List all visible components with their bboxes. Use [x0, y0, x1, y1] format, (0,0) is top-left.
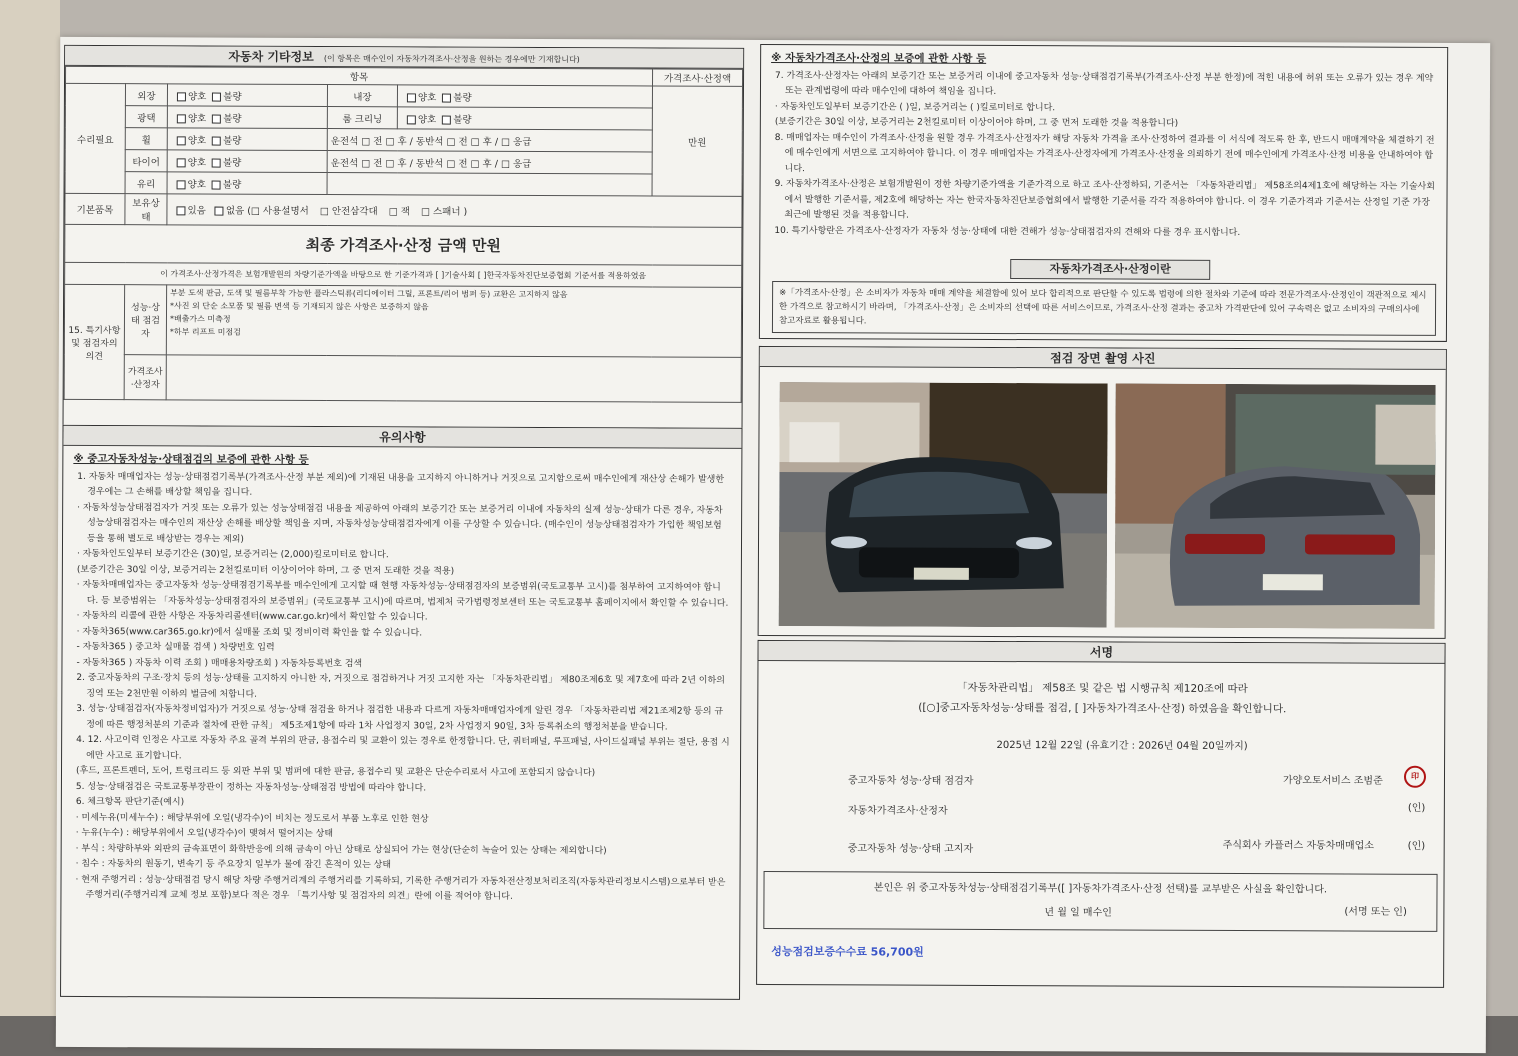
- inspector-seal: 印: [1404, 766, 1426, 788]
- basic-items-label: 기본품목: [65, 193, 125, 224]
- inspector-name: 가양오토서비스 조범준: [1282, 775, 1383, 787]
- price-warranty-heading: ※ 자동차가격조사·산정의 보증에 관한 사항 등: [771, 51, 987, 65]
- row-exterior-label: 외장: [125, 84, 167, 106]
- inspection-photo-front: [779, 382, 1108, 627]
- final-price-note: 이 가격조사·산정가격은 보험개발원의 차량기준가액을 바탕으로 한 기준가격과 [ ]기술사회 [ ]한국자동차진단보증협회 기준서를 적용하였음: [65, 262, 742, 287]
- row-wheel-label: 휠: [125, 128, 167, 150]
- vehicle-info-title: 자동차 기타정보 (이 항목은 매수인이 자동차가격조사·산정을 원하는 경우에만 기재합니다): [65, 46, 743, 69]
- inspector-label: 중고자동차 성능·상태 점검자: [847, 775, 974, 787]
- gloss-options[interactable]: 양호 불량: [167, 106, 327, 129]
- final-price-amount: 최종 가격조사·산정 금액 만원: [65, 224, 742, 265]
- notifier-label: 중고자동차 성능·상태 고지자: [847, 843, 974, 855]
- note-item: · 자동차의 리콜에 관한 사항은 자동차리콜센터(www.car.go.kr)에서 확인할 수 있습니다.: [76, 610, 428, 623]
- photo-title: 점검 장면 촬영 사진: [760, 347, 1446, 370]
- note-item: · 자동차매매업자는 중고자동차 성능·상태점검기록부를 매수인에게 고지할 때 현행 자동차성능·상태점검자의 보증범위(국토교통부 고시)를 첨부하여 고지하여야 합니다. 등 보증범위는 「자동차성능·상태점검자의 보증범위」(국토교통부 고시)에 따르며, 법제처 국가법령정보센터 또는 국토교통부 홈페이지에서 확인할 수 있습니다.: [76, 579, 729, 609]
- car-front-photo-icon: [779, 382, 1108, 627]
- note-item: (후드, 프론트펜더, 도어, 트렁크리드 등 외판 부위 및 범퍼에 대한 판금, 용접수리 및 교환은 단순수리로서 사고에 포함되지 않습니다): [75, 765, 596, 779]
- car-rear-photo-icon: [1115, 383, 1436, 628]
- note-item: · 부식 : 차량하부와 외판의 금속표면이 화학반응에 의해 금속이 아닌 상태로 상실되어 가는 현상(단순히 녹슬어 있는 상태는 제외합니다): [75, 843, 607, 856]
- note-item: - 자동차365 ) 자동차 이력 조회 ) 매매용차량조회 ) 자동차등록번호 검색: [76, 657, 363, 669]
- note-item: 1. 자동차 매매업자는 성능·상태점검기록부(가격조사·산정 부분 제외)에 기재된 내용을 고지하지 아니하거나 거짓으로 고지함으로써 매수인에게 재산상 손해가 발생한 경우에는 그 손해를 배상할 책임을 집니다.: [77, 471, 725, 498]
- receipt-date: 년 월 일 매수인: [1044, 907, 1112, 919]
- row-gloss-label: 광택: [125, 106, 167, 128]
- col-item-header: 항목: [66, 66, 653, 86]
- inspection-document-sheet: [56, 37, 1490, 1053]
- basic-status-label: 보유상태: [125, 194, 167, 225]
- notifier-seal: (인): [1407, 840, 1426, 852]
- note-item: 3. 성능·상태점검자(자동차정비업자)가 거짓으로 성능·상태 점검을 하거나 점검한 내용과 다르게 자동차매매업자에게 알린 경우 「자동차관리법 제21조제2항 등의 규정에 따른 행정처분의 기준과 절차에 관한 규칙」 제5조제1항에 따라 1차 사업정지 30일, 2차 사업정지 90일, 3차 등록취소의 행정처분을 받습니다.: [76, 703, 724, 733]
- note-item: 4. 12. 사고이력 인정은 사고로 자동차 주요 골격 부위의 판금, 용접수리 및 교환이 있는 경우로 한정합니다. 단, 쿼터패널, 루프패널, 사이드실패널 부위는 절단, 용접 시에만 사고로 표기합니다.: [76, 734, 730, 761]
- price-definition-text: ※「가격조사·산정」은 소비자가 자동차 매매 계약을 체결함에 있어 보다 합리적으로 판단할 수 있도록 법령에 의한 절차와 기준에 따라 전문가격조사·산정인이 객관적으로 제시한 가격으로 참고하시기 바라며, 「가격조사·산정」은 소비자의 선택에 따른 서비스이므로, 가격조사·산정 결과는 중고차 가격판단에 있어 구속력은 없고 소비자의 구매의사에 참고자료로 활용됩니다.: [772, 281, 1436, 336]
- row-interior-label: 내장: [327, 85, 397, 107]
- price-note-item: (보증기간은 30일 이상, 보증거리는 2천킬로미터 이상이어야 하며, 그 중 먼저 도래한 것을 적용합니다): [774, 117, 1179, 129]
- note-item: 2. 중고자동차의 구조·장치 등의 성능·상태를 고지하지 아니한 자, 거짓으로 점검하거나 거짓 고지한 자는 「자동차관리법」 제80조제6호 및 제7호에 따라 2년 이하의 징역 또는 2천만원 이하의 벌금에 처합니다.: [76, 672, 725, 700]
- notifier-name: 주식회사 카플러스 자동차매매업소: [1222, 839, 1374, 852]
- wheel-positions[interactable]: 운전석 □ 전 □ 후 / 동반석 □ 전 □ 후 / □ 응급: [327, 129, 652, 152]
- special-price-label: 가격조사·산정자: [124, 355, 166, 400]
- note-item: · 누유(누수) : 해당부위에서 오일(냉각수)이 맺혀서 떨어지는 상태: [75, 827, 334, 840]
- repair-price-unit: 만원: [652, 86, 742, 196]
- note-item: 6. 체크항목 판단기준(예시): [75, 796, 185, 808]
- note-item: · 침수 : 자동차의 원동기, 변속기 등 주요장치 일부가 물에 잠긴 흔적이 있는 상태: [75, 858, 392, 871]
- special-inspector-text: 부분 도색 판금, 도색 및 필름부착 가능한 플라스틱류(리디에이터 그릴, 프론트/리어 범퍼 등) 교환은 고지하지 않음 *사진 외 단순 소모품 및 필름 변색 등 기재되지 않은 사항은 보증하지 않음 *배출가스 미측정 *하부 리프트 미점검: [166, 285, 741, 358]
- row-room-cleaning-label: 룸 크리닝: [327, 107, 397, 129]
- note-item: (보증기간은 30일 이상, 보증거리는 2천킬로미터 이상이어야 하며, 그 중 먼저 도래한 것을 적용): [76, 564, 455, 577]
- exterior-options[interactable]: 양호 불량: [167, 84, 327, 107]
- price-assessor-seal: (인): [1407, 802, 1426, 814]
- price-warranty-notes: [760, 45, 1447, 248]
- notes-heading: ※ 중고자동차성능·상태점검의 보증에 관한 사항 등: [73, 452, 309, 466]
- photo-section: [758, 346, 1447, 639]
- signature-section: [756, 640, 1445, 988]
- interior-options[interactable]: 양호 불량: [397, 85, 652, 108]
- note-item: · 현재 주행거리 : 성능·상태점검 당시 해당 차량 주행거리계의 주행거리를 기록하되, 기록한 주행거리가 자동차전산정보처리조직(자동차관리정보시스템)으로부터 받은 주행거리(주행거리계 교체 정보 포함)보다 적은 경우 「특기사항 및 점검자의 의견」란에 이를 적어야 합니다.: [75, 874, 726, 902]
- note-item: - 자동차365 ) 중고차 실매물 검색 ) 차량번호 입력: [76, 641, 275, 653]
- signature-confirm-line: ([○]중고자동차성능·상태를 점검, [ ]자동차가격조사·산정) 하였음을 확인합니다.: [918, 701, 1287, 716]
- tire-options[interactable]: 양호 불량: [167, 150, 327, 173]
- special-inspector-label: 성능·상태 점검자: [124, 285, 166, 355]
- glass-options[interactable]: 양호 불량: [167, 172, 327, 195]
- price-note-item: 8. 매매업자는 매수인이 가격조사·산정을 원할 경우 가격조사·산정자가 해당 자동차 가격을 조사·산정하여 결과를 이 서식에 적도록 한 후, 반드시 매매계약을 체결하기 전에 매수인에게 서면으로 고지하여야 합니다. 이 경우 매매업자는 가격조사·산정자에게 가격조사·산정을 의뢰하기 전에 매수인에게 가격조사·산정 비용을 안내하여야 합니다.: [774, 132, 1435, 174]
- desk-background: [0, 0, 60, 1056]
- price-assessor-label: 자동차가격조사·산정자: [847, 805, 948, 817]
- receipt-line: 본인은 위 중고자동차성능·상태점검기록부([ ]자동차가격조사·산정 선택)를 교부받은 사실을 확인합니다.: [873, 882, 1328, 896]
- note-item: · 미세누유(미세누수) : 해당부위에 오일(냉각수)이 비치는 정도로서 부품 노후로 인한 현상: [75, 812, 429, 825]
- inspection-photo-rear: [1115, 383, 1436, 628]
- price-note-item: 7. 가격조사·산정자는 아래의 보증기간 또는 보증거리 이내에 중고자동차 성능·상태점검기록부(가격조사·산정 부분 한정)에 적힌 내용에 허위 또는 오류가 있는 경우 계약 또는 관계법령에 따라 매수인에 대하여 책임을 집니다.: [775, 70, 1434, 97]
- row-tire-label: 타이어: [125, 150, 167, 172]
- signature-title: 서명: [758, 641, 1444, 664]
- price-note-item: · 자동차인도일부터 보증기간은 ( )일, 보증거리는 ( )킬로미터로 합니다.: [774, 101, 1056, 113]
- note-item: · 자동차성능상태점검자가 거짓 또는 오류가 있는 성능상태점검 내용을 제공하여 아래의 보증기간 또는 보증거리 이내에 자동차의 실제 성능·상태가 다른 경우, 자동차성능상태점검자는 매수인의 재산상 손해를 배상할 책임을 지며, 자동차성능상태점검자에게 이를 구상할 수 있습니다. (매수인이 성능상태점검자가 가입한 책임보험 등을 통해 별도로 배상받는 경우는 제외): [77, 502, 723, 545]
- caution-notes: [61, 446, 741, 912]
- price-note-item: 9. 자동차가격조사·산정은 보험개발원이 정한 차량기준가액을 기준가격으로 하고 조사·산정하되, 기준서는 「자동차관리법」 제58조의4제1호에 해당하는 자는 기술사회에서 발행한 기준서를, 제2호에 해당하는 자는 한국자동차진단보증협회에서 발행한 기준서를 각각 적용하여야 합니다. 이 경우 기준가격과 기준서는 산정일 기준 가장 최근에 발행된 것을 적용합니다.: [774, 179, 1435, 221]
- row-glass-label: 유리: [125, 172, 167, 194]
- note-item: · 자동차인도일부터 보증기간은 (30)일, 보증거리는 (2,000)킬로미터로 합니다.: [76, 548, 389, 561]
- signature-law-line: 「자동차관리법」 제58조 및 같은 법 시행규칙 제120조에 따라: [956, 681, 1248, 696]
- col-price-header: 가격조사·산정액: [653, 69, 743, 86]
- signature-date: 2025년 12월 22일 (유효기간 : 2026년 04월 20일까지): [996, 739, 1248, 753]
- vehicle-info-section: [63, 45, 745, 430]
- note-item: 5. 성능·상태점검은 국토교통부장관이 정하는 자동차성능·상태점검 방법에 따라야 합니다.: [75, 781, 427, 793]
- warranty-fee-stamp: 성능점검보증수수료 56,700원: [771, 944, 924, 959]
- price-definition-title: 자동차가격조사·산정이란: [1010, 259, 1210, 280]
- caution-title: 유의사항: [63, 426, 741, 449]
- price-warranty-section: [759, 44, 1448, 342]
- note-item: · 자동차365(www.car365.go.kr)에서 실매물 조회 및 정비이력 확인을 할 수 있습니다.: [76, 626, 423, 638]
- caution-section: [60, 425, 742, 1000]
- tire-positions[interactable]: 운전석 □ 전 □ 후 / 동반석 □ 전 □ 후 / □ 응급: [327, 151, 652, 174]
- room-cleaning-options[interactable]: 양호 불량: [397, 107, 652, 130]
- receipt-sign: (서명 또는 인): [1344, 906, 1407, 918]
- receipt-box: [763, 871, 1437, 932]
- basic-items-options[interactable]: 있음 없음 (□ 사용설명서 □ 안전삼각대 □ 잭 □ 스패너 ): [167, 194, 742, 228]
- vehicle-info-table: [64, 66, 743, 403]
- price-note-item: 10. 특기사항란은 가격조사·산정자가 자동차 성능·상태에 대한 견해가 성능·상태점검자의 견해와 다를 경우 표시합니다.: [774, 225, 1241, 238]
- repair-group-label: 수리필요: [65, 83, 125, 193]
- special-notes-label: 15. 특기사항 및 점검자의 의견: [64, 284, 125, 399]
- wheel-options[interactable]: 양호 불량: [167, 128, 327, 151]
